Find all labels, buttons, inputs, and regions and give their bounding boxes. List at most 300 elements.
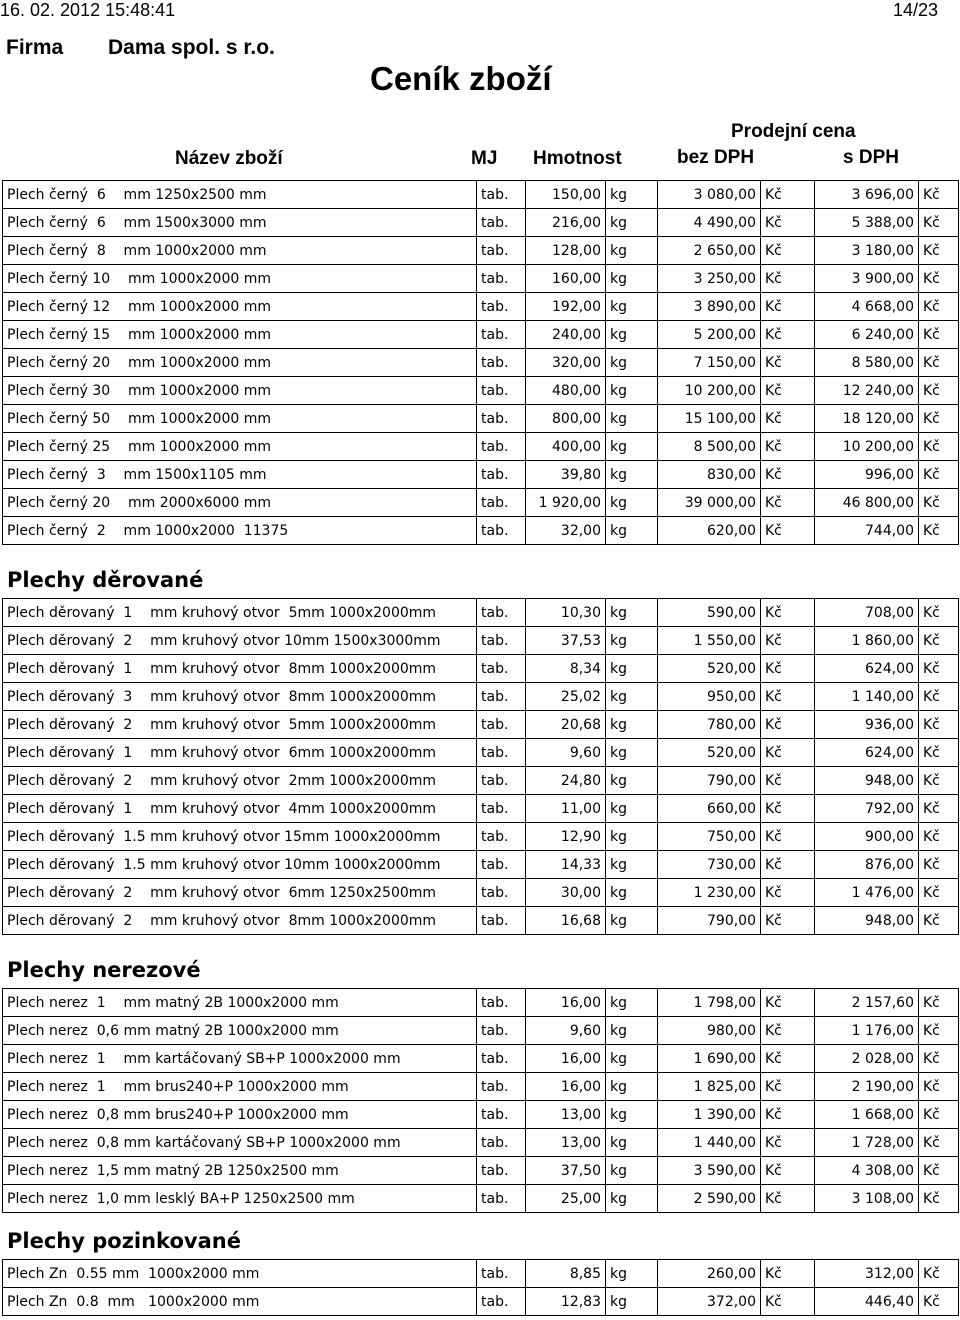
table-row [3, 461, 959, 489]
item-name: Plech děrovaný 1.5 mm kruhový otvor 15mm 1000x2000mm [3, 823, 477, 851]
item-price-incl-vat: 624,00 [815, 655, 919, 683]
item-unit: tab. [477, 377, 526, 405]
item-price-incl-vat: 3 900,00 [815, 265, 919, 293]
item-weight: 320,00 [526, 349, 606, 377]
item-weight-unit: kg [606, 405, 658, 433]
item-currency-vat: Kč [919, 627, 959, 655]
page-title: Ceník zboží [370, 60, 552, 97]
item-weight-unit: kg [606, 683, 658, 711]
item-unit: tab. [477, 293, 526, 321]
item-weight: 10,30 [526, 599, 606, 627]
item-price-incl-vat: 12 240,00 [815, 377, 919, 405]
item-currency-vat: Kč [919, 405, 959, 433]
item-currency: Kč [761, 349, 815, 377]
item-currency: Kč [761, 1129, 815, 1157]
item-currency: Kč [761, 989, 815, 1017]
table-row [3, 879, 959, 907]
item-unit: tab. [477, 321, 526, 349]
item-weight-unit: kg [606, 989, 658, 1017]
item-weight-unit: kg [606, 237, 658, 265]
item-price-excl-vat: 260,00 [658, 1260, 761, 1288]
item-price-excl-vat: 1 798,00 [658, 989, 761, 1017]
item-price-excl-vat: 520,00 [658, 739, 761, 767]
item-weight-unit: kg [606, 265, 658, 293]
item-unit: tab. [477, 1157, 526, 1185]
item-price-excl-vat: 730,00 [658, 851, 761, 879]
item-weight: 12,90 [526, 823, 606, 851]
item-weight: 11,00 [526, 795, 606, 823]
item-price-excl-vat: 2 650,00 [658, 237, 761, 265]
item-price-excl-vat: 590,00 [658, 599, 761, 627]
item-price-incl-vat: 996,00 [815, 461, 919, 489]
item-currency-vat: Kč [919, 989, 959, 1017]
item-currency: Kč [761, 739, 815, 767]
item-weight-unit: kg [606, 795, 658, 823]
item-weight: 12,83 [526, 1288, 606, 1316]
item-currency: Kč [761, 823, 815, 851]
item-currency: Kč [761, 1101, 815, 1129]
item-name: Plech černý 10 mm 1000x2000 mm [3, 265, 477, 293]
item-currency-vat: Kč [919, 461, 959, 489]
item-name: Plech nerez 1 mm kartáčovaný SB+P 1000x2000 mm [3, 1045, 477, 1073]
item-currency-vat: Kč [919, 907, 959, 935]
item-name: Plech Zn 0.8 mm 1000x2000 mm [3, 1288, 477, 1316]
item-price-excl-vat: 520,00 [658, 655, 761, 683]
item-currency-vat: Kč [919, 739, 959, 767]
item-weight-unit: kg [606, 599, 658, 627]
column-header-name: Název zboží [175, 148, 283, 169]
item-name: Plech děrovaný 1 mm kruhový otvor 6mm 1000x2000mm [3, 739, 477, 767]
price-table [2, 598, 959, 935]
item-price-excl-vat: 8 500,00 [658, 433, 761, 461]
item-weight-unit: kg [606, 1157, 658, 1185]
item-currency: Kč [761, 879, 815, 907]
item-currency: Kč [761, 265, 815, 293]
table-row [3, 1017, 959, 1045]
item-unit: tab. [477, 739, 526, 767]
item-currency-vat: Kč [919, 1288, 959, 1316]
item-price-incl-vat: 3 108,00 [815, 1185, 919, 1213]
table-row [3, 627, 959, 655]
item-currency-vat: Kč [919, 1045, 959, 1073]
item-weight: 240,00 [526, 321, 606, 349]
item-price-excl-vat: 1 550,00 [658, 627, 761, 655]
item-weight-unit: kg [606, 1045, 658, 1073]
table-row [3, 1260, 959, 1288]
item-currency-vat: Kč [919, 489, 959, 517]
column-header-unit: MJ [471, 148, 498, 169]
item-weight: 25,00 [526, 1185, 606, 1213]
item-price-incl-vat: 1 476,00 [815, 879, 919, 907]
item-price-incl-vat: 1 860,00 [815, 627, 919, 655]
table-row [3, 1185, 959, 1213]
item-price-incl-vat: 1 728,00 [815, 1129, 919, 1157]
item-currency: Kč [761, 377, 815, 405]
item-name: Plech děrovaný 3 mm kruhový otvor 8mm 1000x2000mm [3, 683, 477, 711]
item-currency: Kč [761, 767, 815, 795]
item-price-excl-vat: 2 590,00 [658, 1185, 761, 1213]
item-unit: tab. [477, 1288, 526, 1316]
item-price-excl-vat: 5 200,00 [658, 321, 761, 349]
item-currency-vat: Kč [919, 377, 959, 405]
item-currency: Kč [761, 461, 815, 489]
item-weight: 20,68 [526, 711, 606, 739]
item-weight-unit: kg [606, 1185, 658, 1213]
item-currency: Kč [761, 1045, 815, 1073]
item-name: Plech děrovaný 2 mm kruhový otvor 10mm 1500x3000mm [3, 627, 477, 655]
item-price-excl-vat: 3 590,00 [658, 1157, 761, 1185]
item-weight-unit: kg [606, 1017, 658, 1045]
item-price-excl-vat: 7 150,00 [658, 349, 761, 377]
item-weight: 480,00 [526, 377, 606, 405]
table-row [3, 1101, 959, 1129]
item-unit: tab. [477, 907, 526, 935]
item-price-incl-vat: 8 580,00 [815, 349, 919, 377]
item-weight: 192,00 [526, 293, 606, 321]
table-row [3, 851, 959, 879]
item-weight-unit: kg [606, 349, 658, 377]
item-unit: tab. [477, 237, 526, 265]
item-currency-vat: Kč [919, 823, 959, 851]
section-title: Plechy pozinkované [7, 1229, 241, 1253]
item-price-excl-vat: 780,00 [658, 711, 761, 739]
table-row [3, 265, 959, 293]
item-price-incl-vat: 6 240,00 [815, 321, 919, 349]
item-currency: Kč [761, 517, 815, 545]
item-currency: Kč [761, 851, 815, 879]
item-weight-unit: kg [606, 711, 658, 739]
item-name: Plech Zn 0.55 mm 1000x2000 mm [3, 1260, 477, 1288]
item-weight-unit: kg [606, 907, 658, 935]
item-currency-vat: Kč [919, 851, 959, 879]
item-weight-unit: kg [606, 1129, 658, 1157]
item-weight: 16,68 [526, 907, 606, 935]
item-currency: Kč [761, 1260, 815, 1288]
item-unit: tab. [477, 181, 526, 209]
item-weight: 800,00 [526, 405, 606, 433]
item-name: Plech černý 20 mm 1000x2000 mm [3, 349, 477, 377]
item-price-incl-vat: 900,00 [815, 823, 919, 851]
item-price-incl-vat: 624,00 [815, 739, 919, 767]
item-unit: tab. [477, 711, 526, 739]
item-unit: tab. [477, 1129, 526, 1157]
price-table [2, 1259, 959, 1316]
item-currency: Kč [761, 321, 815, 349]
item-name: Plech černý 8 mm 1000x2000 mm [3, 237, 477, 265]
item-weight-unit: kg [606, 181, 658, 209]
item-currency: Kč [761, 907, 815, 935]
item-unit: tab. [477, 795, 526, 823]
item-price-excl-vat: 3 250,00 [658, 265, 761, 293]
item-price-incl-vat: 1 140,00 [815, 683, 919, 711]
item-weight: 13,00 [526, 1129, 606, 1157]
item-price-excl-vat: 1 825,00 [658, 1073, 761, 1101]
price-table [2, 180, 959, 545]
item-currency-vat: Kč [919, 265, 959, 293]
item-currency: Kč [761, 433, 815, 461]
item-currency-vat: Kč [919, 1129, 959, 1157]
table-row [3, 237, 959, 265]
item-currency: Kč [761, 711, 815, 739]
item-price-incl-vat: 744,00 [815, 517, 919, 545]
item-weight: 9,60 [526, 1017, 606, 1045]
item-unit: tab. [477, 1073, 526, 1101]
item-weight: 37,53 [526, 627, 606, 655]
table-row [3, 767, 959, 795]
item-currency: Kč [761, 1073, 815, 1101]
table-row [3, 907, 959, 935]
item-price-incl-vat: 948,00 [815, 907, 919, 935]
item-price-excl-vat: 750,00 [658, 823, 761, 851]
item-weight-unit: kg [606, 1260, 658, 1288]
item-currency: Kč [761, 293, 815, 321]
table-row [3, 1288, 959, 1316]
table-row [3, 517, 959, 545]
item-weight: 128,00 [526, 237, 606, 265]
item-price-excl-vat: 1 390,00 [658, 1101, 761, 1129]
item-unit: tab. [477, 1101, 526, 1129]
item-weight: 25,02 [526, 683, 606, 711]
item-unit: tab. [477, 1017, 526, 1045]
item-unit: tab. [477, 405, 526, 433]
item-name: Plech černý 12 mm 1000x2000 mm [3, 293, 477, 321]
item-weight-unit: kg [606, 209, 658, 237]
item-price-incl-vat: 4 668,00 [815, 293, 919, 321]
item-price-excl-vat: 1 440,00 [658, 1129, 761, 1157]
item-weight-unit: kg [606, 767, 658, 795]
item-price-incl-vat: 46 800,00 [815, 489, 919, 517]
item-price-excl-vat: 1 230,00 [658, 879, 761, 907]
item-weight-unit: kg [606, 851, 658, 879]
item-weight-unit: kg [606, 377, 658, 405]
item-price-incl-vat: 948,00 [815, 767, 919, 795]
section-title: Plechy děrované [7, 568, 204, 592]
item-name: Plech nerez 1 mm brus240+P 1000x2000 mm [3, 1073, 477, 1101]
item-weight: 400,00 [526, 433, 606, 461]
column-header-price-excl-vat: bez DPH [677, 147, 755, 168]
table-row [3, 711, 959, 739]
item-unit: tab. [477, 489, 526, 517]
table-row [3, 209, 959, 237]
firm-label: Firma [6, 36, 64, 59]
item-weight-unit: kg [606, 879, 658, 907]
item-price-incl-vat: 1 176,00 [815, 1017, 919, 1045]
item-currency-vat: Kč [919, 1073, 959, 1101]
item-currency-vat: Kč [919, 683, 959, 711]
item-price-incl-vat: 708,00 [815, 599, 919, 627]
item-weight: 150,00 [526, 181, 606, 209]
item-currency: Kč [761, 405, 815, 433]
item-name: Plech černý 3 mm 1500x1105 mm [3, 461, 477, 489]
item-price-incl-vat: 2 157,60 [815, 989, 919, 1017]
table-row [3, 1045, 959, 1073]
item-price-incl-vat: 792,00 [815, 795, 919, 823]
item-currency-vat: Kč [919, 1101, 959, 1129]
table-row [3, 823, 959, 851]
item-name: Plech nerez 1 mm matný 2B 1000x2000 mm [3, 989, 477, 1017]
item-name: Plech černý 25 mm 1000x2000 mm [3, 433, 477, 461]
item-price-incl-vat: 2 190,00 [815, 1073, 919, 1101]
column-header-price-group: Prodejní cena [731, 121, 856, 142]
item-currency-vat: Kč [919, 237, 959, 265]
table-row [3, 795, 959, 823]
column-header-weight: Hmotnost [533, 148, 622, 169]
item-name: Plech nerez 1,0 mm lesklý BA+P 1250x2500 mm [3, 1185, 477, 1213]
page-number: 14/23 [892, 0, 938, 20]
table-row [3, 293, 959, 321]
table-row [3, 377, 959, 405]
table-row [3, 405, 959, 433]
table-row [3, 1157, 959, 1185]
item-currency-vat: Kč [919, 321, 959, 349]
table-row [3, 1073, 959, 1101]
item-currency-vat: Kč [919, 795, 959, 823]
item-currency-vat: Kč [919, 349, 959, 377]
item-currency-vat: Kč [919, 293, 959, 321]
item-name: Plech děrovaný 1 mm kruhový otvor 5mm 1000x2000mm [3, 599, 477, 627]
item-unit: tab. [477, 823, 526, 851]
item-price-incl-vat: 3 180,00 [815, 237, 919, 265]
item-price-incl-vat: 4 308,00 [815, 1157, 919, 1185]
item-unit: tab. [477, 1045, 526, 1073]
item-weight: 16,00 [526, 1073, 606, 1101]
item-weight: 14,33 [526, 851, 606, 879]
item-weight: 16,00 [526, 989, 606, 1017]
item-name: Plech černý 50 mm 1000x2000 mm [3, 405, 477, 433]
item-price-excl-vat: 10 200,00 [658, 377, 761, 405]
item-price-incl-vat: 1 668,00 [815, 1101, 919, 1129]
item-currency-vat: Kč [919, 1260, 959, 1288]
item-unit: tab. [477, 683, 526, 711]
item-price-excl-vat: 790,00 [658, 767, 761, 795]
item-currency: Kč [761, 795, 815, 823]
item-price-incl-vat: 10 200,00 [815, 433, 919, 461]
item-price-incl-vat: 2 028,00 [815, 1045, 919, 1073]
item-weight: 8,34 [526, 655, 606, 683]
table-row [3, 989, 959, 1017]
item-name: Plech černý 15 mm 1000x2000 mm [3, 321, 477, 349]
price-table [2, 988, 959, 1213]
item-currency: Kč [761, 1288, 815, 1316]
item-name: Plech černý 20 mm 2000x6000 mm [3, 489, 477, 517]
column-header-price-incl-vat: s DPH [843, 147, 899, 168]
item-currency: Kč [761, 655, 815, 683]
item-price-excl-vat: 15 100,00 [658, 405, 761, 433]
item-unit: tab. [477, 433, 526, 461]
item-weight: 37,50 [526, 1157, 606, 1185]
item-currency-vat: Kč [919, 879, 959, 907]
item-currency: Kč [761, 209, 815, 237]
item-weight: 32,00 [526, 517, 606, 545]
item-weight-unit: kg [606, 321, 658, 349]
item-weight-unit: kg [606, 1073, 658, 1101]
item-currency: Kč [761, 237, 815, 265]
item-currency-vat: Kč [919, 1185, 959, 1213]
table-row [3, 489, 959, 517]
item-weight: 13,00 [526, 1101, 606, 1129]
item-weight: 8,85 [526, 1260, 606, 1288]
item-name: Plech černý 6 mm 1500x3000 mm [3, 209, 477, 237]
item-unit: tab. [477, 767, 526, 795]
item-currency: Kč [761, 1157, 815, 1185]
item-currency: Kč [761, 1185, 815, 1213]
item-price-excl-vat: 790,00 [658, 907, 761, 935]
table-row [3, 433, 959, 461]
item-name: Plech děrovaný 2 mm kruhový otvor 5mm 1000x2000mm [3, 711, 477, 739]
firm-name: Dama spol. s r.o. [108, 36, 275, 59]
item-name: Plech nerez 1,5 mm matný 2B 1250x2500 mm [3, 1157, 477, 1185]
item-weight-unit: kg [606, 739, 658, 767]
item-unit: tab. [477, 655, 526, 683]
item-price-excl-vat: 980,00 [658, 1017, 761, 1045]
item-weight-unit: kg [606, 1288, 658, 1316]
table-row [3, 599, 959, 627]
table-row [3, 739, 959, 767]
item-weight-unit: kg [606, 461, 658, 489]
item-unit: tab. [477, 349, 526, 377]
item-price-excl-vat: 950,00 [658, 683, 761, 711]
item-price-incl-vat: 3 696,00 [815, 181, 919, 209]
item-unit: tab. [477, 517, 526, 545]
item-price-incl-vat: 446,40 [815, 1288, 919, 1316]
item-name: Plech nerez 0,8 mm kartáčovaný SB+P 1000x2000 mm [3, 1129, 477, 1157]
item-price-incl-vat: 936,00 [815, 711, 919, 739]
item-weight: 30,00 [526, 879, 606, 907]
item-currency-vat: Kč [919, 1017, 959, 1045]
item-currency: Kč [761, 489, 815, 517]
item-currency-vat: Kč [919, 433, 959, 461]
item-price-incl-vat: 5 388,00 [815, 209, 919, 237]
item-unit: tab. [477, 627, 526, 655]
item-weight: 24,80 [526, 767, 606, 795]
item-currency-vat: Kč [919, 767, 959, 795]
item-unit: tab. [477, 461, 526, 489]
item-currency: Kč [761, 599, 815, 627]
item-name: Plech děrovaný 2 mm kruhový otvor 6mm 1250x2500mm [3, 879, 477, 907]
item-price-excl-vat: 3 890,00 [658, 293, 761, 321]
item-unit: tab. [477, 1185, 526, 1213]
item-unit: tab. [477, 989, 526, 1017]
item-weight: 16,00 [526, 1045, 606, 1073]
item-price-excl-vat: 4 490,00 [658, 209, 761, 237]
item-currency-vat: Kč [919, 1157, 959, 1185]
item-currency-vat: Kč [919, 181, 959, 209]
item-name: Plech černý 2 mm 1000x2000 11375 [3, 517, 477, 545]
item-weight: 160,00 [526, 265, 606, 293]
item-currency-vat: Kč [919, 517, 959, 545]
item-price-excl-vat: 1 690,00 [658, 1045, 761, 1073]
item-price-excl-vat: 660,00 [658, 795, 761, 823]
item-weight: 216,00 [526, 209, 606, 237]
item-name: Plech černý 6 mm 1250x2500 mm [3, 181, 477, 209]
item-currency: Kč [761, 1017, 815, 1045]
item-weight-unit: kg [606, 517, 658, 545]
item-weight-unit: kg [606, 823, 658, 851]
item-weight: 1 920,00 [526, 489, 606, 517]
item-weight-unit: kg [606, 433, 658, 461]
item-name: Plech děrovaný 1.5 mm kruhový otvor 10mm 1000x2000mm [3, 851, 477, 879]
item-name: Plech nerez 0,6 mm matný 2B 1000x2000 mm [3, 1017, 477, 1045]
table-row [3, 1129, 959, 1157]
item-price-incl-vat: 312,00 [815, 1260, 919, 1288]
item-unit: tab. [477, 599, 526, 627]
item-name: Plech děrovaný 2 mm kruhový otvor 2mm 1000x2000mm [3, 767, 477, 795]
item-price-excl-vat: 830,00 [658, 461, 761, 489]
item-weight-unit: kg [606, 655, 658, 683]
table-row [3, 349, 959, 377]
item-currency-vat: Kč [919, 711, 959, 739]
item-weight: 39,80 [526, 461, 606, 489]
